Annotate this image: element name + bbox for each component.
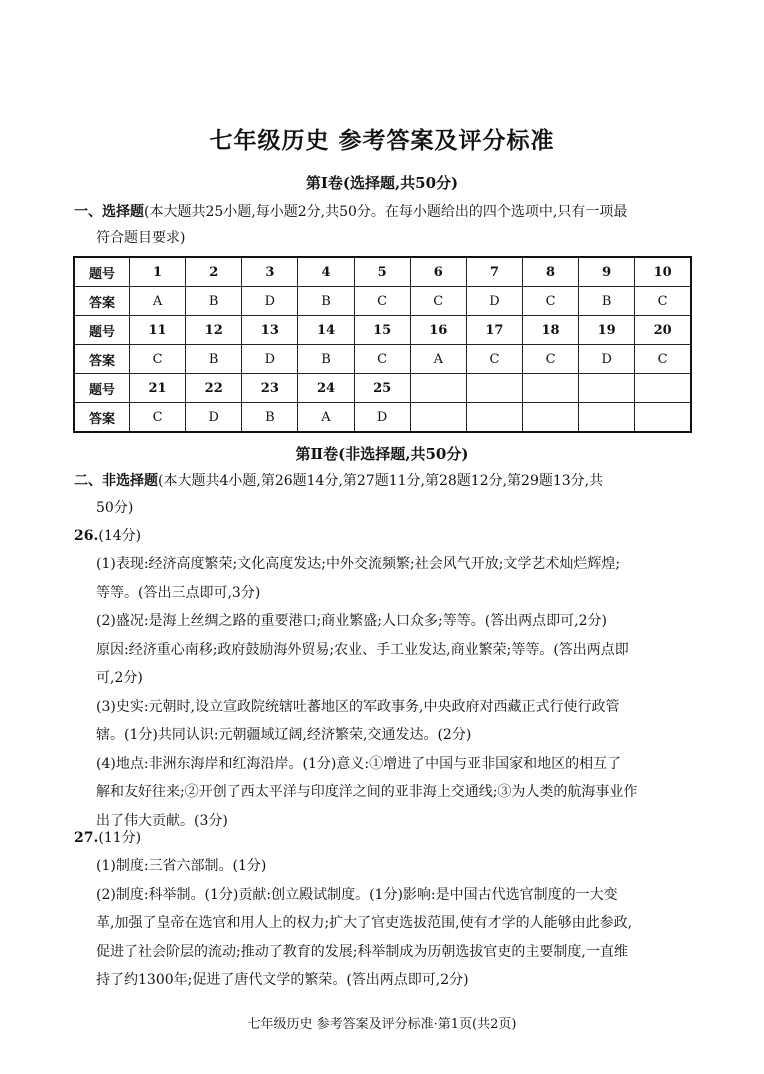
table-row-answers: [74, 403, 691, 433]
page-footer: 七年级历史 参考答案及评分标准·第1页(共2页): [247, 1017, 517, 1032]
row-header-question: 题号: [74, 257, 130, 287]
q26-answer-line: (4)地点:非洲东海岸和红海沿岸。(1分)意义:①增进了中国与亚非国家和地区的相互了: [96, 755, 622, 772]
q26-label: 26.: [74, 528, 99, 544]
question-number-cell: 3: [242, 257, 298, 287]
answer-cell: B: [579, 287, 635, 316]
row-header-question: 题号: [74, 374, 130, 403]
section1-desc-cont: 符合题目要求): [96, 230, 186, 246]
table-row-answers: [74, 287, 691, 316]
question-number-cell: [522, 374, 578, 403]
answer-cell: B: [242, 403, 298, 433]
question-number-cell: 21: [130, 374, 186, 403]
answer-cell: [466, 403, 522, 433]
answer-cell: D: [242, 345, 298, 374]
answer-cell: B: [186, 287, 242, 316]
q26-answer-line: 等等。(答出三点即可,3分): [96, 584, 261, 601]
section2-intro: [74, 471, 694, 491]
section2-desc: (本大题共4小题,第26题14分,第27题11分,第28题12分,第29题13分,共: [158, 473, 604, 489]
question-number-cell: 8: [522, 257, 578, 287]
answer-cell: C: [522, 287, 578, 316]
question-number-cell: 19: [579, 316, 635, 345]
answer-table: [73, 256, 692, 433]
row-header-answer: 答案: [74, 287, 130, 316]
q27-answer-line: 持了约1300年;促进了唐代文学的繁荣。(答出两点即可,2分): [96, 972, 469, 988]
answer-cell: A: [298, 403, 354, 433]
table-row-question-numbers: [74, 374, 691, 403]
answer-cell: C: [522, 345, 578, 374]
answer-cell: C: [130, 403, 186, 433]
q26-answer-line: 辖。(1分)共同认识:元朝疆域辽阔,经济繁荣,交通发达。(2分): [96, 727, 472, 743]
table-row-question-numbers: [74, 316, 691, 345]
q26-answer-line: (1)表现:经济高度繁荣;文化高度发达;中外交流频繁;社会风气开放;文学艺术灿烂辉煌;: [96, 556, 621, 572]
q26-score: (14分): [98, 528, 142, 544]
q27-answer-line: (1)制度:三省六部制。(1分): [96, 858, 267, 874]
answer-cell: D: [579, 345, 635, 374]
q27-answer-line: 促进了社会阶层的流动;推动了教育的发展;科举制成为历朝选拔官吏的主要制度,一直维: [96, 943, 628, 960]
question-number-cell: 9: [579, 257, 635, 287]
part1-heading: 第Ⅰ卷(选择题,共50分): [305, 174, 459, 192]
answer-cell: C: [130, 345, 186, 374]
section1-intro: [74, 202, 694, 222]
answer-cell: D: [186, 403, 242, 433]
table-row-question-numbers: [74, 257, 691, 287]
q26-answer-line: 出了伟大贡献。(3分): [96, 812, 228, 829]
question-number-cell: [410, 374, 466, 403]
row-header-question: 题号: [74, 316, 130, 345]
question-number-cell: [466, 374, 522, 403]
question-number-cell: 2: [186, 257, 242, 287]
question-number-cell: 22: [186, 374, 242, 403]
answer-cell: [635, 403, 691, 433]
question-number-cell: 25: [354, 374, 410, 403]
question-number-cell: 12: [186, 316, 242, 345]
answer-cell: C: [635, 287, 691, 316]
q26-answer-line: (2)盛况:是海上丝绸之路的重要港口;商业繁盛;人口众多;等等。(答出两点即可,2分): [96, 613, 607, 629]
answer-cell: C: [354, 287, 410, 316]
question-number-cell: 24: [298, 374, 354, 403]
q27-answer-line: (2)制度:科举制。(1分)贡献:创立殿试制度。(1分)影响:是中国古代选官制度的一大变: [96, 886, 618, 903]
section2-label: 二、非选择题: [74, 473, 158, 489]
answer-cell: D: [242, 287, 298, 316]
table-row-answers: [74, 345, 691, 374]
answer-cell: C: [354, 345, 410, 374]
question-number-cell: 10: [635, 257, 691, 287]
answer-cell: D: [466, 287, 522, 316]
question-number-cell: [635, 374, 691, 403]
section2-desc-cont: 50分): [96, 500, 134, 516]
part2-heading: 第Ⅱ卷(非选择题,共50分): [295, 445, 469, 463]
question-number-cell: 11: [130, 316, 186, 345]
row-header-answer: 答案: [74, 345, 130, 374]
answer-cell: C: [466, 345, 522, 374]
answer-cell: [522, 403, 578, 433]
answer-cell: B: [186, 345, 242, 374]
question-number-cell: 20: [635, 316, 691, 345]
row-header-answer: 答案: [74, 403, 130, 433]
question-number-cell: 13: [242, 316, 298, 345]
q27-label: 27.: [74, 830, 99, 846]
q26-answer-line: 解和友好往来;②开创了西太平洋与印度洋之间的亚非海上交通线;③为人类的航海事业作: [96, 784, 638, 800]
answer-cell: B: [298, 287, 354, 316]
q26-answer-line: 原因:经济重心南移;政府鼓励海外贸易;农业、手工业发达,商业繁荣;等等。(答出两点即: [96, 641, 629, 658]
section1-label: 一、选择题: [74, 204, 144, 220]
question-number-cell: 15: [354, 316, 410, 345]
q27-score: (11分): [98, 830, 142, 846]
q26-answer-line: (3)史实:元朝时,设立宣政院统辖吐蕃地区的军政事务,中央政府对西藏正式行使行政管: [96, 698, 620, 715]
answer-cell: [410, 403, 466, 433]
question-number-cell: 5: [354, 257, 410, 287]
question-number-cell: 17: [466, 316, 522, 345]
question-number-cell: 4: [298, 257, 354, 287]
question-number-cell: [579, 374, 635, 403]
q26-header: [74, 526, 694, 546]
question-number-cell: 18: [522, 316, 578, 345]
q27-header: [74, 828, 694, 848]
q26-answer-line: 可,2分): [96, 670, 143, 686]
answer-cell: B: [298, 345, 354, 374]
answer-cell: A: [130, 287, 186, 316]
page-title: 七年级历史 参考答案及评分标准: [209, 127, 555, 154]
answer-cell: C: [635, 345, 691, 374]
answer-cell: D: [354, 403, 410, 433]
question-number-cell: 16: [410, 316, 466, 345]
answer-cell: C: [410, 287, 466, 316]
question-number-cell: 6: [410, 257, 466, 287]
answer-cell: [579, 403, 635, 433]
question-number-cell: 14: [298, 316, 354, 345]
question-number-cell: 7: [466, 257, 522, 287]
answer-cell: A: [410, 345, 466, 374]
question-number-cell: 23: [242, 374, 298, 403]
question-number-cell: 1: [130, 257, 186, 287]
section1-desc: (本大题共25小题,每小题2分,共50分。在每小题给出的四个选项中,只有一项最: [144, 204, 628, 220]
q27-answer-line: 革,加强了皇帝在选官和用人上的权力;扩大了官吏选拔范围,使有才学的人能够由此参政,: [96, 915, 633, 931]
